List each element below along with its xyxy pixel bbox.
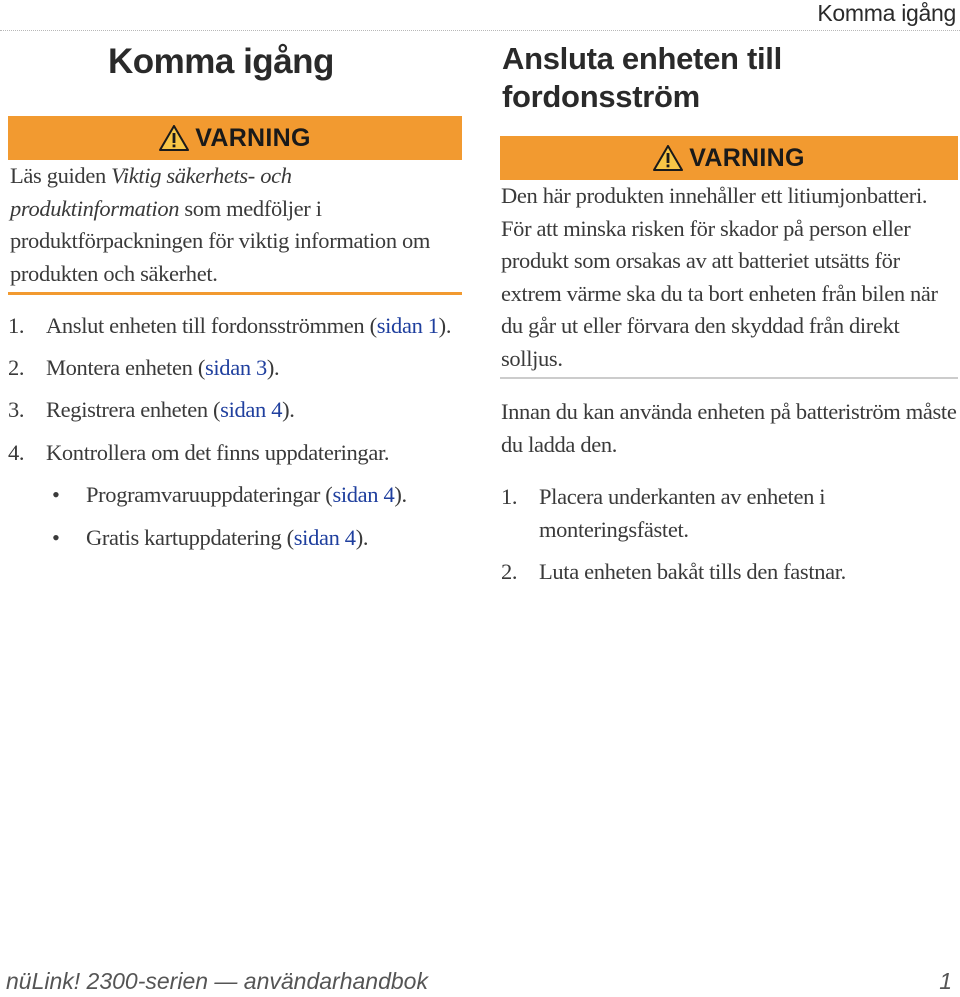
running-header: Komma igång xyxy=(817,0,956,26)
step-2 xyxy=(501,556,957,589)
warning-triangle-icon xyxy=(159,125,189,151)
bullet-dot: • xyxy=(52,482,60,507)
intro-paragraph: Innan du kan använda enheten på batteriström måste du ladda den. xyxy=(501,399,957,457)
step-4 xyxy=(8,437,460,470)
step-text: Kontrollera om det finns uppdateringar. xyxy=(46,439,390,465)
footer-page-number: 1 xyxy=(939,968,952,994)
section-title: Ansluta enheten till fordonsström xyxy=(502,41,782,114)
warning-triangle-icon xyxy=(653,145,683,171)
footer-doc-title: nüLink! 2300-serien — användarhandbok xyxy=(6,968,428,994)
warning-bottom-rule xyxy=(500,377,958,379)
page-link[interactable]: sidan 1 xyxy=(376,313,439,338)
bullet-item xyxy=(8,522,460,555)
step-punct: ). xyxy=(266,354,280,380)
mount-steps xyxy=(501,481,957,589)
warning-text-tail: som medföljer i produktförpackningen för viktig information om produkten och säkerhet. xyxy=(10,195,431,286)
page-link[interactable]: sidan 3 xyxy=(204,354,267,380)
setup-steps xyxy=(8,310,460,564)
step-3 xyxy=(8,394,460,427)
warning-bottom-rule xyxy=(8,292,462,295)
guide-title: Viktig säkerhets- och produktinformation xyxy=(10,163,292,221)
step-text: Montera enheten ( xyxy=(46,354,205,380)
warning-label: VARNING xyxy=(195,123,311,152)
step-1 xyxy=(501,481,957,546)
step-1 xyxy=(8,310,460,343)
bullet-text: Programvaruuppdateringar ( xyxy=(86,482,333,507)
step-punct: ). xyxy=(282,397,295,422)
warning-banner xyxy=(500,136,958,180)
step-number: 2. xyxy=(8,354,25,380)
warning-banner xyxy=(8,116,462,160)
step-number: 2. xyxy=(501,559,518,584)
warning-label: VARNING xyxy=(689,143,805,172)
step-text: Anslut enheten till fordonsströmmen ( xyxy=(46,313,377,338)
step-number: 3. xyxy=(8,397,25,422)
step-number: 4. xyxy=(8,439,25,465)
step-text: Luta enheten bakåt tills den fastnar. xyxy=(539,559,846,584)
step-2 xyxy=(8,352,460,385)
warning-text: Den här produkten innehåller ett litiumjonbatteri. För att minska risken för skador på person eller produkt som orsakas av att batteriet utsätts för extrem värme ska du ta bort enheten från bilen när du går ut eller förvara den skyddad från direkt solljus. xyxy=(501,183,938,371)
step-text: Registrera enheten ( xyxy=(46,397,221,422)
bullet-dot: • xyxy=(52,524,60,550)
page-link[interactable]: sidan 4 xyxy=(293,524,356,550)
bullet-punct: ). xyxy=(355,524,369,550)
step-text: Placera underkanten av enheten i monteringsfästet. xyxy=(539,484,826,542)
page-link[interactable]: sidan 4 xyxy=(220,397,283,422)
bullet-punct: ). xyxy=(394,482,407,507)
step-number: 1. xyxy=(8,313,25,338)
step-number: 1. xyxy=(501,484,518,509)
header-divider xyxy=(0,30,960,31)
bullet-text: Gratis kartuppdatering ( xyxy=(86,524,294,550)
bullet-item xyxy=(8,479,460,512)
step-punct: ). xyxy=(438,313,452,338)
warning-text xyxy=(10,160,460,290)
page-title: Komma igång xyxy=(108,42,334,81)
warning-text-lead: Läs guiden xyxy=(10,163,112,188)
page-link[interactable]: sidan 4 xyxy=(332,482,395,507)
